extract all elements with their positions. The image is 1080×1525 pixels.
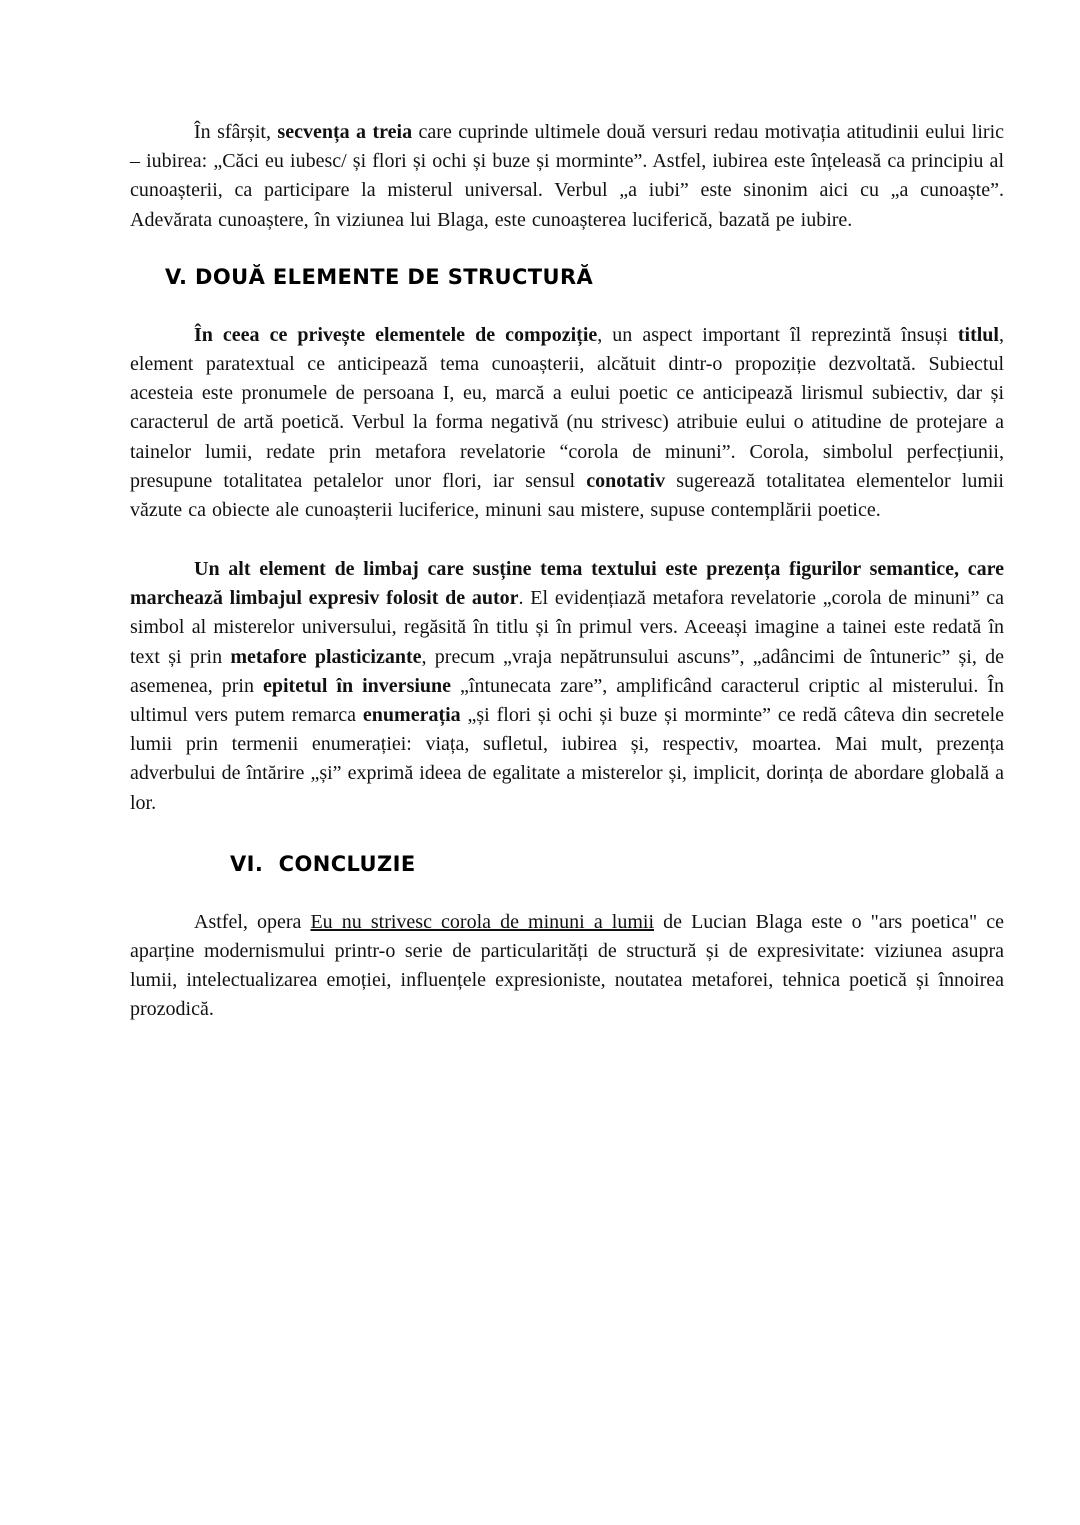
body-text: , un aspect important îl reprezintă însuși — [597, 323, 958, 346]
paragraph — [130, 555, 1004, 818]
body-text: Astfel, opera — [194, 910, 311, 933]
document-body — [130, 118, 1004, 1025]
section-heading: V. DOUĂ ELEMENTE DE STRUCTURĂ — [165, 264, 594, 289]
body-text: de Lucian Blaga este o "ars poetica" ce aparține modernismului printr-o serie de particularități de structură și de expresivitate: viziunea asupra lumii, intelectualizarea emoției, influențele expresioniste, noutatea metaforei, tehnica poetică și înnoirea prozodică. — [130, 910, 1005, 1021]
bold-text: enumerația — [362, 704, 461, 726]
body-text: . El evidențiază metafora revelatorie „corola de minuni” ca simbol al misterelor universului, regăsită în titlu și în primul vers. Aceeași imagine a tainei este redată în text și prin — [130, 587, 1004, 668]
bold-text: epitetul în inversiune — [262, 674, 452, 697]
body-text: În sfârșit, — [194, 121, 278, 143]
body-text: „și flori și ochi și buze și morminte” ce redă câteva din secretele lumii prin termenii enumerației: viața, sufletul, iubirea și, respectiv, moartea. Mai mult, prezența adverbului de întărire „și” exprimă ideea de egalitate a misterelor și, implicit, dorința de abordare globală a lor. — [130, 704, 1005, 814]
paragraph — [130, 908, 1004, 1025]
bold-text: conotativ — [586, 469, 666, 492]
body-text: , precum „vraja nepătrunsului ascuns”, „adâncimi de întuneric” și, de asemenea, prin — [130, 645, 1004, 697]
paragraph — [130, 118, 1004, 235]
body-text: care cuprinde ultimele două versuri redau motivația atitudinii eului liric – iubirea: „Căci eu iubesc/ și flori și ochi și buze și morminte”. Astfel, iubirea este înțeleasă ca principiu al cunoașterii, ca participare la misterul universal. Verbul „a iubi” este sinonim aici cu „a cunoaște”. Adevărata cunoaștere, în viziunea lui Blaga, este cunoașterea luciferică, bazată pe iubire. — [130, 121, 1005, 231]
underlined-title-text: Eu nu strivesc corola de minuni a lumii — [310, 910, 655, 933]
body-text: „întunecata zare”, amplificând caracterul criptic al misterului. În ultimul vers putem remarca — [130, 674, 1004, 726]
bold-text: metafore plasticizante — [230, 645, 422, 668]
body-text: sugerează totalitatea elementelor lumii văzute ca obiecte ale cunoașterii luciferice, minuni sau mistere, supuse contemplării poetice. — [130, 469, 1004, 521]
body-text: , element paratextual ce anticipează tema cunoașterii, alcătuit dintr-o propoziție dezvoltată. Subiectul acesteia este pronumele de persoana I, eu, marcă a eului poetic ce anticipează lirismul subiectiv, dar și caracterul de artă poetică. Verbul la forma negativă (nu strivesc) atribuie eului o atitudine de protejare a tainelor lumii, redate prin metafora revelatorie “corola de minuni”. Corola, simbolul perfecțiunii, presupune totalitatea petalelor unor flori, iar sensul — [130, 323, 1004, 492]
bold-text: În ceea ce privește elementele de compoziție — [194, 323, 598, 346]
bold-text: secvența a treia — [277, 121, 413, 143]
section-heading: VI. CONCLUZIE — [230, 851, 416, 876]
bold-text: titlul — [957, 323, 999, 346]
bold-text: Un alt element de limbaj care susține tema textului este prezența figurilor semantice, care marchează limbajul expresiv folosit de autor — [130, 558, 1004, 610]
paragraph — [130, 321, 1004, 525]
